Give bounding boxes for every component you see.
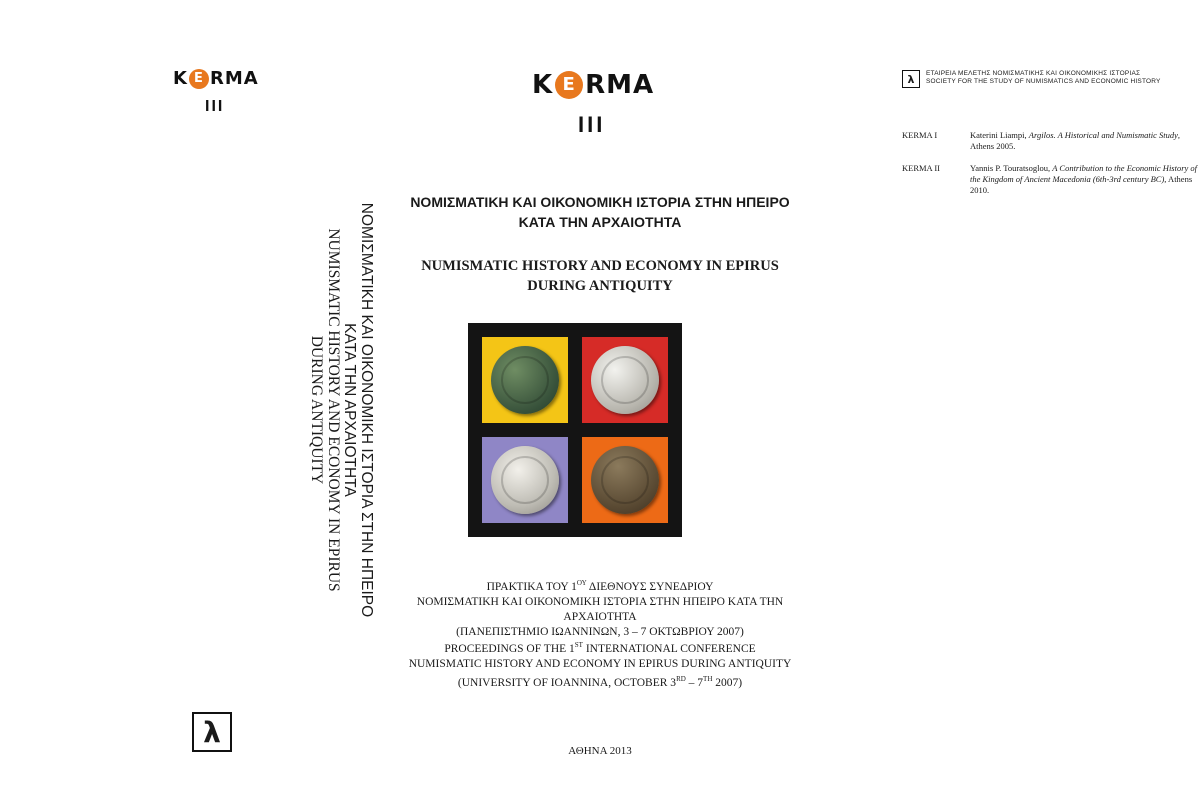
bronze-head-coin-image xyxy=(591,446,659,514)
logo-letter-k: K xyxy=(173,68,188,89)
society-header xyxy=(902,70,1161,88)
kerma-logo xyxy=(173,68,259,89)
greek-title-line-2: ΚΑΤΑ ΤΗΝ ΑΡΧΑΙΟΤΗΤΑ xyxy=(518,214,682,230)
series-citation: Yannis P. Touratsoglou, A Contribution to the Economic History of the Kingdom of Ancient Macedonia (6th-3rd century BC), Athens 2010. xyxy=(970,163,1198,195)
society-lambda-icon: λ xyxy=(902,70,920,88)
english-proceedings-line-2: NUMISMATIC HISTORY AND ECONOMY IN EPIRUS DURING ANTIQUITY xyxy=(408,657,792,670)
logo-letters-rest: RMA xyxy=(209,68,259,89)
spine-english-line-2: DURING ANTIQUITY xyxy=(308,335,325,485)
coin-tile-red xyxy=(582,337,668,423)
silver-figure-coin-image xyxy=(491,446,559,514)
logo-orange-circle: E xyxy=(189,69,209,89)
book-spine xyxy=(120,0,375,800)
spine-greek-title xyxy=(341,200,375,620)
english-title xyxy=(380,256,820,296)
series-label: KERMA I xyxy=(902,130,938,140)
greek-title xyxy=(380,192,820,232)
volume-number: III xyxy=(578,112,606,137)
front-cover xyxy=(380,0,820,800)
spine-english-title xyxy=(308,200,342,620)
logo-letter-k: K xyxy=(532,70,554,100)
kerma-logo xyxy=(532,70,654,100)
greek-proceedings-line-2: ΝΟΜΙΣΜΑΤΙΚΗ ΚΑΙ ΟΙΚΟΝΟΜΙΚΗ ΙΣΤΟΡΙΑ ΣΤΗΝ ΗΠΕΙΡΟ ΚΑΤΑ ΤΗΝ ΑΡΧΑΙΟΤΗΤΑ xyxy=(416,595,784,623)
spine-greek-line-1: ΝΟΜΙΣΜΑΤΙΚΗ ΚΑΙ ΟΙΚΟΝΟΜΙΚΗ ΙΣΤΟΡΙΑ ΣΤΗΝ ΗΠΕΙΡΟ xyxy=(358,202,375,618)
greek-proceedings-line-1: ΠΡΑΚΤΙΚΑ ΤΟΥ $1^{O\Upsilon}$ ΔΙΕΘΝΟΥΣ ΣΥΝΕΔΡΙΟΥ xyxy=(486,579,714,593)
spine-english-line-1: NUMISMATIC HISTORY AND ECONOMY IN EPIRUS xyxy=(325,228,342,592)
coin-tile-yellow xyxy=(482,337,568,423)
silver-inscribed-coin-image xyxy=(591,346,659,414)
society-name-english: SOCIETY FOR THE STUDY OF NUMISMATICS AND ECONOMIC HISTORY xyxy=(926,78,1161,85)
volume-number: III xyxy=(205,98,225,115)
coin-tile-purple xyxy=(482,437,568,523)
english-proceedings-line-1: PROCEEDINGS OF THE 1ST INTERNATIONAL CONFERENCE xyxy=(444,641,756,655)
logo-letters-rest: RMA xyxy=(585,70,655,100)
english-proceedings-line-3: (UNIVERSITY OF IOANNINA, OCTOBER 3RD – 7TH 2007) xyxy=(457,674,743,689)
english-proceedings xyxy=(380,638,820,691)
logo-orange-circle: E xyxy=(555,71,583,99)
publisher-lambda-icon: λ xyxy=(192,712,232,752)
coin-tile-orange xyxy=(582,437,668,523)
coin-image-grid xyxy=(468,323,682,537)
greek-proceedings-line-3: (ΠΑΝΕΠΙΣΤΗΜΙΟ ΙΩΑΝΝΙΝΩΝ, 3 – 7 ΟΚΤΩΒΡΙΟΥ 2007) xyxy=(456,625,744,638)
series-citation: Katerini Liampi, Argilos. A Historical and Numismatic Study, Athens 2005. xyxy=(970,130,1180,151)
english-title-line-2: DURING ANTIQUITY xyxy=(527,278,673,294)
society-name-greek: ΕΤΑΙΡΕΙΑ ΜΕΛΕΤΗΣ ΝΟΜΙΣΜΑΤΙΚΗΣ ΚΑΙ ΟΙΚΟΝΟΜΙΚΗΣ ΙΣΤΟΡΙΑΣ xyxy=(926,70,1141,77)
place-year: ΑΘΗΝΑ 2013 xyxy=(568,745,632,757)
spine-greek-line-2: ΚΑΤΑ ΤΗΝ ΑΡΧΑΙΟΤΗΤΑ xyxy=(341,323,358,497)
series-label: KERMA II xyxy=(902,163,941,173)
bronze-shield-coin-image xyxy=(491,346,559,414)
greek-title-line-1: ΝΟΜΙΣΜΑΤΙΚΗ ΚΑΙ ΟΙΚΟΝΟΜΙΚΗ ΙΣΤΟΡΙΑ ΣΤΗΝ ΗΠΕΙΡΟ xyxy=(410,194,790,210)
greek-proceedings xyxy=(380,576,820,640)
back-cover xyxy=(860,0,1200,800)
english-title-line-1: NUMISMATIC HISTORY AND ECONOMY IN EPIRUS xyxy=(421,258,779,274)
